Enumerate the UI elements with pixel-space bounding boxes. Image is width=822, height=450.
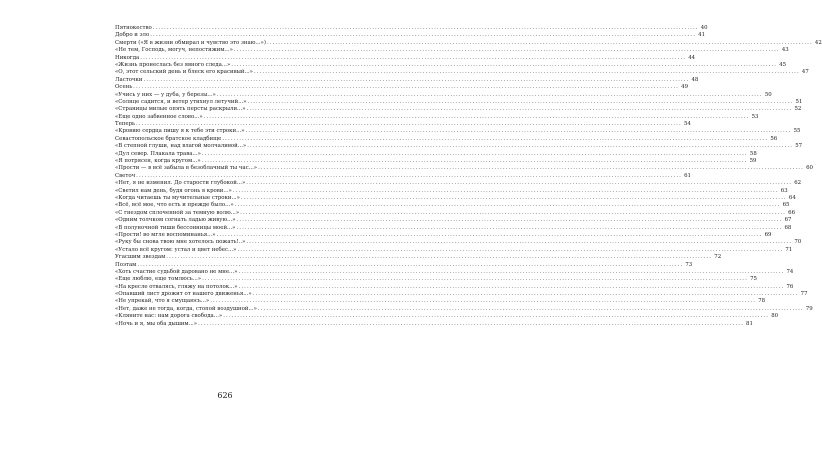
toc-entry xyxy=(115,47,789,54)
toc-entry xyxy=(115,254,722,261)
toc-dot-leader xyxy=(202,151,748,158)
toc-entry-page: 47 xyxy=(801,69,809,76)
toc-dot-leader xyxy=(202,158,748,165)
toc-entry xyxy=(115,113,759,121)
toc-entry-title: «Кляните нас: нам дорога свобода...» xyxy=(115,313,223,320)
toc-entry-title: «Еще одно забвенное слово...» xyxy=(115,113,203,120)
toc-dot-leader xyxy=(140,55,686,62)
toc-entry-page: 76 xyxy=(786,283,794,290)
toc-entry-page: 45 xyxy=(779,61,787,68)
toc-entry xyxy=(115,276,757,283)
toc-dot-leader xyxy=(144,77,690,84)
toc-entry-page: 70 xyxy=(794,239,802,246)
toc-dot-leader xyxy=(248,99,794,106)
toc-entry xyxy=(115,76,699,84)
toc-entry-page: 51 xyxy=(795,98,803,105)
toc-entry xyxy=(115,187,788,195)
toc-entry-title: «Устало всё кругом: устал и цвет небес...» xyxy=(115,246,237,253)
toc-entry-page: 60 xyxy=(806,165,813,172)
toc-entry-page: 43 xyxy=(781,47,789,54)
toc-entry-title: «Одним толчком согнать ладью живую...» xyxy=(115,217,236,224)
toc-entry-title: «Всё, всё мое, что есть и прежде было...» xyxy=(115,202,234,209)
toc-dot-leader xyxy=(133,84,679,91)
toc-entry xyxy=(115,239,802,246)
toc-entry-page: 40 xyxy=(700,25,708,31)
toc-entry-title: Смерти («Я в жизни обмирал и чувство это знаю...») xyxy=(115,39,266,46)
toc-entry-title: Добро и зло xyxy=(115,32,150,39)
toc-entry-title: «В степной глуши, над влагой молчаливой...» xyxy=(115,143,247,150)
toc-dot-leader xyxy=(267,40,813,47)
toc-entry-title: Поэтам xyxy=(115,261,137,268)
toc-entry-title: Никогда xyxy=(115,54,140,61)
toc-dot-leader xyxy=(223,313,769,320)
toc-entry-title: «Жизнь пронеслась без явного следа...» xyxy=(115,61,231,68)
toc-entry-title: Светоч xyxy=(115,172,136,179)
toc-entry xyxy=(115,135,778,143)
toc-dot-leader xyxy=(246,180,792,187)
toc-entry-title: «На кресле отвалясь, гляжу на потолок...» xyxy=(115,283,238,290)
toc-entry xyxy=(115,39,822,47)
toc-entry xyxy=(115,209,795,217)
toc-entry-page: 57 xyxy=(795,143,803,150)
toc-entry-page: 56 xyxy=(770,135,778,142)
toc-entry-page: 69 xyxy=(764,231,772,238)
toc-dot-leader xyxy=(234,47,780,54)
toc-entry-page: 63 xyxy=(780,187,788,194)
toc-entry-page: 61 xyxy=(684,172,691,179)
toc-entry-page: 80 xyxy=(771,313,779,320)
toc-entry-page: 64 xyxy=(788,194,796,201)
toc-entry-title: «Прости — в всё забыла в безоблачный ты час...» xyxy=(115,165,258,172)
toc-dot-leader xyxy=(235,202,781,209)
toc-dot-leader xyxy=(247,106,793,113)
toc-dot-leader xyxy=(247,143,793,150)
toc-dot-leader xyxy=(258,165,804,172)
toc-entry xyxy=(115,106,802,113)
toc-entry-title: «В полуночной тиши бессонницы моей...» xyxy=(115,224,236,231)
toc-entry xyxy=(115,165,813,172)
toc-dot-leader xyxy=(237,247,783,254)
toc-entry-title: «Еще люблю, еще томлюсь...» xyxy=(115,276,202,283)
toc-entry-page: 75 xyxy=(750,276,757,283)
toc-entry-page: 53 xyxy=(751,113,759,120)
toc-entry-page: 58 xyxy=(749,150,757,157)
toc-entry xyxy=(115,291,808,298)
toc-dot-leader xyxy=(166,254,712,261)
toc-dot-leader xyxy=(222,136,768,143)
toc-entry-title: «Руку бы снова твою мне хотелось пожать!..» xyxy=(115,239,246,246)
toc-entry xyxy=(115,32,706,39)
toc-entry-title: Угасшим звездам xyxy=(115,254,166,261)
page-number: 626 xyxy=(217,391,233,400)
toc-entry-title: «Не тем, Господь, могуч, непостижим...» xyxy=(115,47,233,54)
toc-entry xyxy=(115,150,757,158)
toc-entry xyxy=(115,283,794,291)
toc-entry-title: «Кровию сердца пишу я к тебе эти строки...» xyxy=(115,128,245,135)
toc-entry xyxy=(115,320,753,328)
toc-dot-leader xyxy=(233,188,779,195)
toc-dot-leader xyxy=(202,276,748,283)
toc-dot-leader xyxy=(204,114,750,121)
toc-dot-leader xyxy=(210,298,756,305)
toc-entry xyxy=(115,313,779,320)
toc-entry-title: «Ночь и я, мы оба дышим...» xyxy=(115,320,198,327)
toc-entry xyxy=(115,91,772,99)
toc-entry-title: «Учись у них — у дуба, у березы...» xyxy=(115,91,216,98)
toc-dot-leader xyxy=(239,284,785,291)
toc-entry-title: «О, этот сельский день и блеск его красивый...» xyxy=(115,69,253,76)
toc-entry-title: Ласточки xyxy=(115,76,143,83)
toc-dot-leader xyxy=(254,69,800,76)
toc-dot-leader xyxy=(137,262,683,269)
toc-entry xyxy=(115,128,801,135)
toc-dot-leader xyxy=(258,306,804,313)
toc-entry-title: Севастопольское братское кладбище xyxy=(115,135,222,142)
toc-entry-title: «Страницы милые опять персты раскрыли...» xyxy=(115,106,246,113)
toc-dot-leader xyxy=(241,195,787,202)
toc-entry-page: 42 xyxy=(814,39,822,46)
toc-entry-title: «Опавший лист дрожит от нашего движенья...» xyxy=(115,291,252,298)
toc-entry-page: 67 xyxy=(784,217,792,224)
toc-dot-leader xyxy=(236,225,782,232)
toc-entry-title: Пятнокество xyxy=(115,25,152,31)
toc-entry-title: «Прости! во мгле воспоминанья...» xyxy=(115,231,216,238)
toc-entry xyxy=(115,54,696,62)
toc-entry-title: «Я потрясен, когда кругом...» xyxy=(115,158,201,165)
toc-entry-page: 74 xyxy=(786,268,794,275)
toc-entry-page: 41 xyxy=(698,32,706,39)
toc-entry-title: «Солнце садится, и ветер утихнул летучий...» xyxy=(115,98,247,105)
toc-entry-page: 77 xyxy=(800,291,808,298)
toc-dot-leader xyxy=(198,321,744,328)
toc-entry xyxy=(115,224,792,232)
toc-entry-page: 50 xyxy=(764,91,772,98)
toc-entry-title: «Дул север. Плакала трава...» xyxy=(115,150,201,157)
toc-entry-title: «Нет, я не изменил. До старости глубокой...» xyxy=(115,180,246,187)
toc-entry-page: 55 xyxy=(793,128,801,135)
toc-entry xyxy=(115,143,803,150)
table-of-contents xyxy=(115,25,822,328)
toc-entry-page: 44 xyxy=(688,54,696,61)
toc-entry xyxy=(115,84,688,91)
toc-entry-page: 54 xyxy=(683,121,691,128)
toc-entry-page: 66 xyxy=(788,209,795,216)
toc-entry xyxy=(115,298,766,305)
toc-entry xyxy=(115,246,793,254)
toc-entry-title: «Не упрекай, что я смущаюсь...» xyxy=(115,298,210,305)
toc-entry-page: 81 xyxy=(746,320,753,327)
toc-entry xyxy=(115,98,803,106)
toc-dot-leader xyxy=(246,239,792,246)
toc-dot-leader xyxy=(217,92,763,99)
toc-dot-leader xyxy=(150,32,696,39)
toc-entry-page: 68 xyxy=(784,224,792,231)
toc-entry-page: 78 xyxy=(758,298,766,305)
toc-dot-leader xyxy=(231,62,777,69)
toc-entry-page: 73 xyxy=(685,261,693,268)
toc-dot-leader xyxy=(253,291,799,298)
toc-entry-title: «С гнездом сплоченной за темную волю...» xyxy=(115,209,240,216)
toc-entry-title: «Когда читаешь ты мучительные строки...» xyxy=(115,194,240,201)
toc-entry xyxy=(115,261,693,269)
toc-entry xyxy=(115,217,792,224)
toc-dot-leader xyxy=(246,128,792,135)
toc-entry-page: 65 xyxy=(782,202,790,209)
toc-entry xyxy=(115,202,790,209)
toc-entry-page: 48 xyxy=(691,76,699,83)
toc-dot-leader xyxy=(237,217,783,224)
toc-entry-title: Осень xyxy=(115,84,133,91)
toc-entry-title: «Хоть счастие судьбой даровано не мне...» xyxy=(115,268,238,275)
toc-dot-leader xyxy=(153,25,699,32)
toc-entry-page: 71 xyxy=(785,246,793,253)
toc-entry-page: 72 xyxy=(714,254,722,261)
toc-entry-page: 62 xyxy=(794,180,802,187)
toc-entry-page: 59 xyxy=(749,158,757,165)
toc-entry-page: 52 xyxy=(794,106,802,113)
toc-entry xyxy=(115,180,802,187)
toc-entry-title: «Светил нам день, будя огонь в крови...» xyxy=(115,187,232,194)
toc-dot-leader xyxy=(240,210,786,217)
toc-entry-page: 79 xyxy=(805,305,813,312)
toc-entry-title: Теперь xyxy=(115,121,135,128)
toc-dot-leader xyxy=(239,269,785,276)
toc-entry-title: «Нет, даже не тогда, когда, стопой воздушной...» xyxy=(115,305,257,312)
toc-entry xyxy=(115,69,809,76)
toc-entry-page: 49 xyxy=(681,84,688,91)
toc-dot-leader xyxy=(217,232,763,239)
